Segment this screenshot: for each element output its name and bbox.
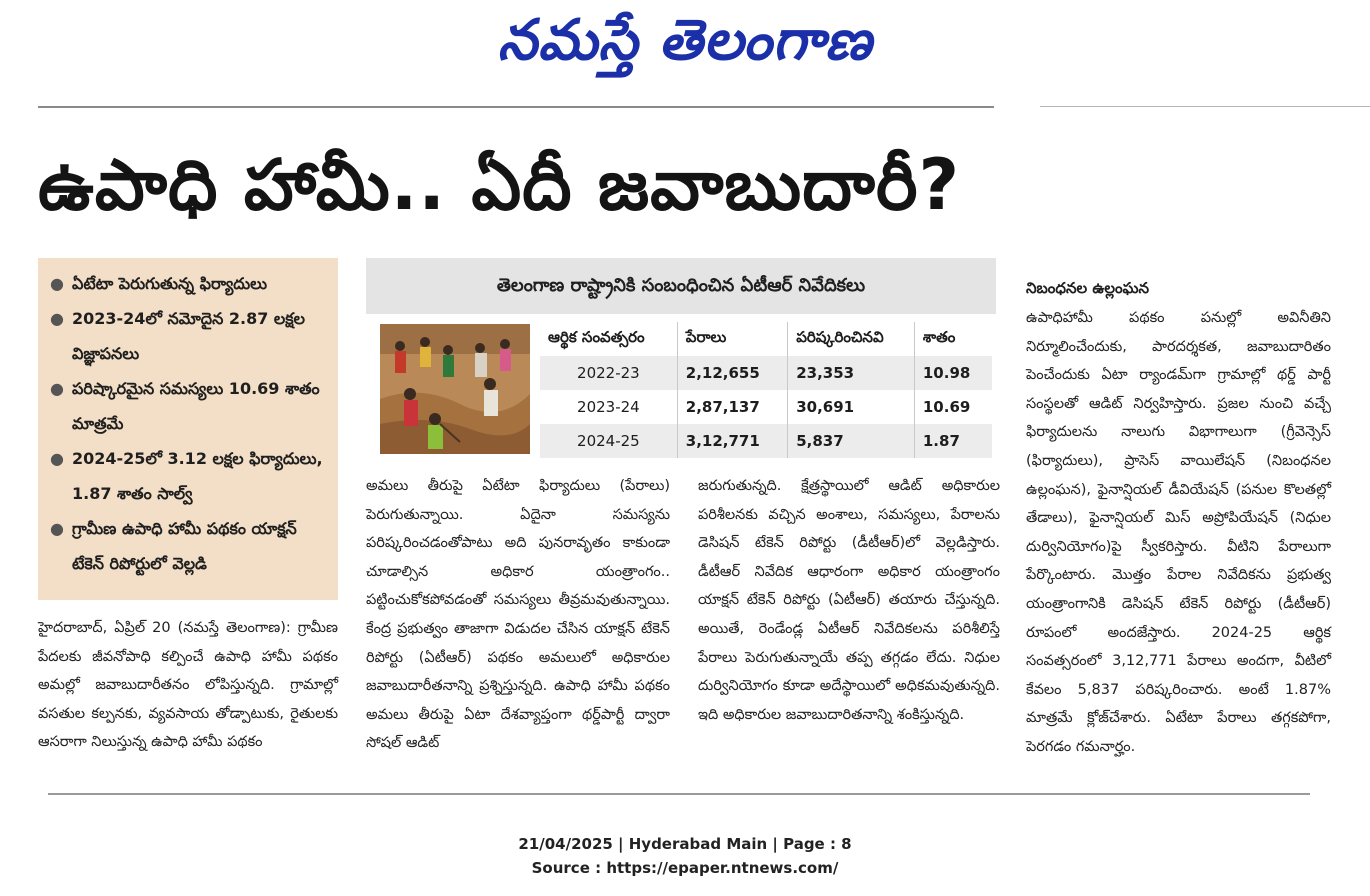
story-column-4 [1026,276,1331,762]
highlight-item: ● 2024-25లో 3.12 లక్షల ఫిర్యాదులు, 1.87 శాతం సాల్వ్ [38,441,338,511]
cell-paras: 2,12,655 [677,356,787,390]
story-column-4-text: ఉపాధిహామీ పథకం పనుల్లో అవినీతిని నిర్మూలించేందుకు, పారదర్శకత, జవాబుదారితం పెంచేందుకు ఏటా ర్యాండమ్‌గా గ్రామాల్లో థర్డ్ పార్టీ సంస్థలతో ఆడిట్ నిర్వహిస్తారు. ప్రజల నుంచి వచ్చే ఫిర్యాదులను నాలుగు విభాగాలుగా (గ్రీవెన్సెస్ (ఫిర్యాదులు), ప్రాసెస్ వాయిలేషన్ (నిబంధనల ఉల్లంఘన), ఫైనాన్షియల్ డీవియేషన్ (పనుల కొలతల్లో తేడాలు), ఫైనాన్షియల్ మిస్ అప్రోపియేషన్ (నిధుల దుర్వినియోగం)పై స్వీకరిస్తారు. వీటిని పేరాలుగా పేర్కొంటారు. మొత్తం పేరాల నివేదికను ప్రభుత్వ యంత్రాంగానికి డెసిషన్ టేకెన్ రిపోర్టు (డీటీఆర్) రూపంలో అందజేస్తారు. 2024-25 ఆర్థిక సంవత్సరంలో 3,12,771 పేరాలు అందగా, వీటిలో కేవలం 5,837 పరిష్కరించారు. అంటే 1.87% మాత్రమే క్లోజ్‌చేశారు. ఏటేటా పేరాలు తగ్గకపోగా, పెరగడం గమనార్హం. [1026,310,1331,755]
bottom-divider [48,793,1310,795]
highlight-item: ● గ్రామీణ ఉపాధి హామీ పథకం యాక్షన్ టేకెన్ రిపోర్టులో వెల్లడి [38,511,338,581]
bullet-icon: ● [50,379,64,398]
bullet-icon: ● [50,449,64,468]
top-divider-right [1040,106,1370,107]
top-divider [38,106,994,108]
highlight-item: ● ఏటేటా పెరుగుతున్న ఫిర్యాదులు [38,266,338,301]
col-header-paras: పేరాలు [677,322,787,356]
cell-year: 2024-25 [540,424,677,458]
highlight-item: ● 2023-24లో నమోదైన 2.87 లక్షల విజ్ఞాపనలు [38,301,338,371]
table-row [540,424,992,458]
cell-paras: 2,87,137 [677,390,787,424]
atr-table [540,322,992,458]
cell-year: 2022-23 [540,356,677,390]
headline: ఉపాధి హామీ.. ఏదీ జవాబుదారీ? [38,144,961,226]
table-row [540,356,992,390]
bullet-icon: ● [50,274,64,293]
cell-percent: 1.87 [914,424,992,458]
bullet-icon: ● [50,519,64,538]
cell-percent: 10.69 [922,398,971,416]
story-column-1: హైదరాబాద్, ఏప్రిల్ 20 (నమస్తే తెలంగాణ): గ్రామీణ పేదలకు జీవనోపాధి కల్పించే ఉపాధి హామీ పథకం అమల్లో జవాబుదారీతనం లోపిస్తున్నది. గ్రామాల్లో వసతుల కల్పనకు, వ్యవసాయ తోడ్పాటుకు, రైతులకు ఆసరాగా నిలుస్తున్న ఉపాధి హామీ పథకం [38,620,338,751]
col-header-resolved: పరిష్కరించినవి [788,322,915,356]
cell-percent: 10.98 [914,356,992,390]
cell-resolved: 5,837 [788,424,915,458]
cell-resolved: 30,691 [788,390,915,424]
atr-table-panel [366,258,996,462]
page-footer [0,832,1370,880]
masthead-logo: నమస్తే తెలంగాణ [497,8,873,73]
cell-resolved: 23,353 [788,356,915,390]
workers-photo-illustration [380,324,530,454]
bullet-icon: ● [50,309,64,328]
table-title: తెలంగాణ రాష్ట్రానికి సంబంధించిన ఏటీఆర్ నివేదికలు [366,258,996,314]
highlight-item: ● పరిష్కారమైన సమస్యలు 10.69 శాతం మాత్రమే [38,371,338,441]
col-header-year: ఆర్థిక సంవత్సరం [540,322,677,356]
highlights-box [38,258,338,600]
subheading: నిబంధనల ఉల్లంఘన [1026,279,1149,297]
workers-photo [380,324,530,454]
cell-paras: 3,12,771 [677,424,787,458]
footer-date-edition: 21/04/2025 | Hyderabad Main | Page : 8 [518,835,852,853]
table-row [540,390,992,424]
footer-source: Source : https://epaper.ntnews.com/ [531,859,839,877]
story-column-3: జరుగుతున్నది. క్షేత్రస్థాయిలో ఆడిట్ అధికారుల పరిశీలనకు వచ్చిన అంశాలు, సమస్యలు, పేరాలను డెసిషన్ టేకెన్ రిపోర్టు (డీటీఆర్)లో వెల్లడిస్తారు. డీటీఆర్ నివేదిక ఆధారంగా అధికార యంత్రాంగం యాక్షన్ టేకెన్ రిపోర్టు (ఏటీఆర్) తయారు చేస్తున్నది. అయితే, రెండేండ్ల ఏటీఆర్ నివేదికలను పరిశీలిస్తే పేరాలు పెరుగుతున్నాయే తప్ప తగ్గడం లేదు. నిధుల దుర్వినియోగం కూడా అదేస్థాయిలో అధికమవుతున్నది. ఇది అధికారుల జవాబుదారితనాన్ని శంకిస్తున్నది. [698,478,1000,723]
table-header-row [540,322,992,356]
cell-year: 2023-24 [540,390,677,424]
story-column-2: అమలు తీరుపై ఏటేటా ఫిర్యాదులు (పేరాలు) పెరుగుతున్నాయి. ఏదైనా సమస్యను పరిష్కరించడంతోపాటు అది పునరావృతం కాకుండా చూడాల్సిన అధికార యంత్రాంగం.. పట్టించుకోకపోవడంతో సమస్యలు తీవ్రమవుతున్నాయి. కేంద్ర ప్రభుత్వం తాజాగా విడుదల చేసిన యాక్షన్ టేకెన్ రిపోర్టు (ఏటీఆర్) పథకం అమలులో అధికారుల జవాబుదారీతనాన్ని ప్రశ్నిస్తున్నది. ఉపాధి హామీ పథకం అమలు తీరుపై ఏటా దేశవ్యాప్తంగా థర్డ్‌పార్టీ ద్వారా సోషల్ ఆడిట్ [366,478,670,752]
col-header-percent: శాతం [914,322,992,356]
